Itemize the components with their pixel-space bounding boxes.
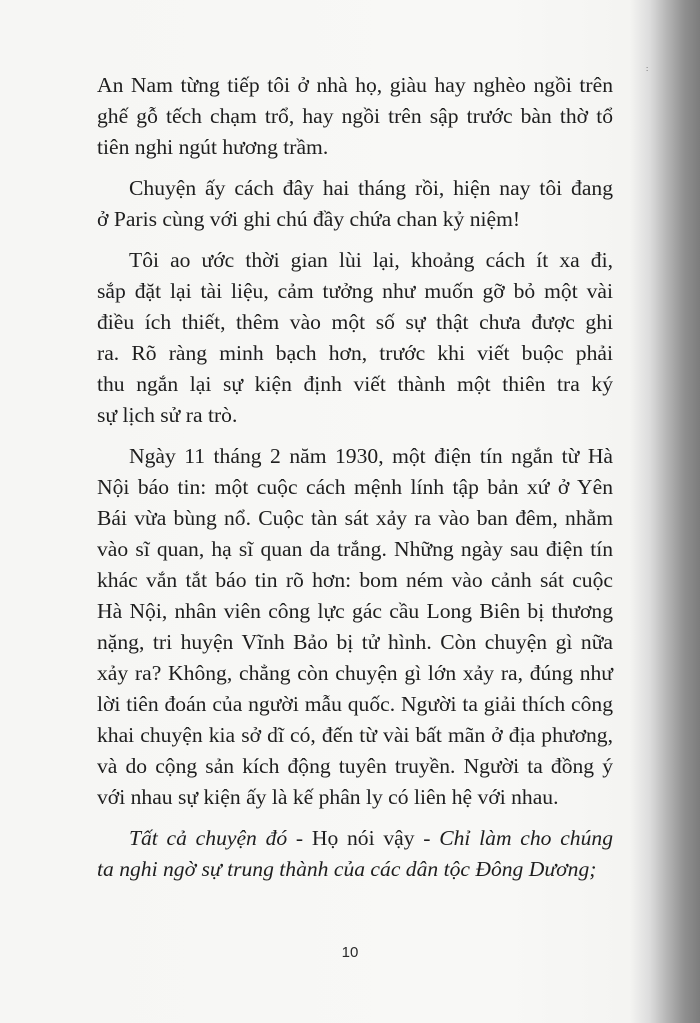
- text-line: lời tiên đoán của người mẫu quốc. Người ta giải thích công: [97, 692, 613, 716]
- text-line: Bái vừa bùng nổ. Cuộc tàn sát xảy ra vào ban đêm, nhằm: [97, 506, 613, 530]
- text-line: khác vắn tắt báo tin rõ hơn: bom ném vào cảnh sát cuộc: [97, 568, 613, 592]
- text-line: điều ích thiết, thêm vào một số sự thật chưa được ghi: [97, 310, 613, 334]
- text-line: với nhau sự kiện ấy là kế phân ly có liên hệ với nhau.: [97, 785, 559, 809]
- text-line: ghế gỗ tếch chạm trổ, hay ngồi trên sập trước bàn thờ tổ: [97, 104, 613, 128]
- text-line: ta nghi ngờ sự trung thành của các dân tộc Đông Dương;: [97, 857, 597, 881]
- italic-phrase: Chỉ làm cho chúng: [439, 826, 613, 850]
- paragraph-4: [97, 441, 613, 813]
- text-line: ra. Rõ ràng minh bạch hơn, trước khi viết buộc phải: [97, 341, 613, 365]
- text-line: và do cộng sản kích động tuyên truyền. Người ta đồng ý: [97, 754, 613, 778]
- text-line: sắp đặt lại tài liệu, cảm tưởng như muốn gỡ bỏ một vài: [97, 279, 613, 303]
- text-line: xảy ra? Không, chẳng còn chuyện gì lớn xảy ra, đúng như: [97, 661, 613, 685]
- text-line: Ngày 11 tháng 2 năm 1930, một điện tín ngắn từ Hà: [129, 444, 613, 468]
- text-line: thu ngắn lại sự kiện định viết thành một thiên tra ký: [97, 372, 613, 396]
- paragraph-2: [97, 173, 613, 235]
- paragraph-1: [97, 70, 613, 163]
- page-speck-mark: :: [646, 64, 649, 73]
- text-line: nặng, tri huyện Vĩnh Bảo bị tử hình. Còn chuyện gì nữa: [97, 630, 613, 654]
- text-line: tiên nghi ngút hương trầm.: [97, 135, 329, 159]
- paragraph-5-quote: [97, 823, 613, 885]
- text-line: Chuyện ấy cách đây hai tháng rồi, hiện nay tôi đang: [129, 176, 613, 200]
- text-line: Hà Nội, nhân viên công lực gác cầu Long Biên bị thương: [97, 599, 613, 623]
- text-line: vào sĩ quan, hạ sĩ quan da trắng. Những ngày sau điện tín: [97, 537, 613, 561]
- text-line: Nội báo tin: một cuộc cách mệnh lính tập bản xứ ở Yên: [97, 475, 613, 499]
- italic-phrase: Tất cả chuyện đó: [129, 826, 288, 850]
- roman-phrase: - Họ nói vậy -: [287, 826, 440, 850]
- text-line: Tôi ao ước thời gian lùi lại, khoảng cách ít xa đi,: [129, 248, 613, 272]
- text-line: ở Paris cùng với ghi chú đầy chứa chan kỷ niệm!: [97, 207, 521, 231]
- page-body-text: [97, 70, 613, 885]
- page-number: 10: [341, 944, 359, 961]
- text-line: [97, 823, 613, 854]
- text-line: An Nam từng tiếp tôi ở nhà họ, giàu hay nghèo ngồi trên: [97, 73, 613, 97]
- text-line: khai chuyện kia sở dĩ có, đến từ vài bất mãn ở địa phương,: [97, 723, 613, 747]
- text-line: sự lịch sử ra trò.: [97, 403, 238, 427]
- paragraph-3: [97, 245, 613, 431]
